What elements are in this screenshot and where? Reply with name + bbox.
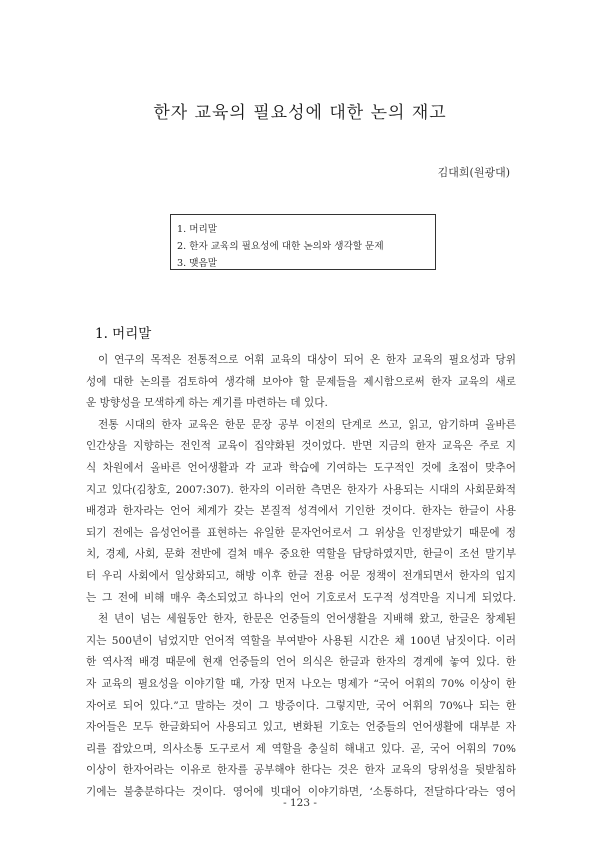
body-line: 기에는 불충분하다는 것이다. 영어에 빗대어 이야기하면, ‘소통하다, 전달하다’라는 영어 bbox=[86, 785, 516, 798]
body-line: 지고 있다(김창호, 2007:307). 한자의 이러한 측면은 한자가 사용되는 시대의 사회문화적 bbox=[86, 483, 516, 496]
body-line: 배경과 한자라는 언어 체계가 갖는 본질적 성격에서 기인한 것이다. 한자는 한글이 사용 bbox=[86, 505, 516, 518]
toc-item: 2. 한자 교육의 필요성에 대한 논의와 생각할 문제 bbox=[177, 241, 384, 252]
body-line: 전통 시대의 한자 교육은 한문 문장 공부 이전의 단계로 쓰고, 읽고, 암기하며 올바른 bbox=[98, 418, 516, 431]
body-line: 치, 경제, 사회, 문화 전반에 걸쳐 매우 중요한 역할을 담당하였지만, 한글이 조선 말기부 bbox=[86, 548, 516, 561]
toc-item: 3. 맺음말 bbox=[177, 258, 218, 269]
body-line: 이상이 한자어라는 이유로 한자를 공부해야 한다는 것은 한자 교육의 당위성을 뒷받침하 bbox=[86, 764, 516, 777]
body-line: 자어로 되어 있다.”고 말하는 것이 그 방증이다. 그렇지만, 국어 어휘의 70%나 되는 한 bbox=[86, 699, 516, 712]
author-affiliation: 김대희(원광대) bbox=[437, 166, 510, 179]
body-line: 리를 잡았으며, 의사소통 도구로서 제 역할을 충실히 해내고 있다. 곧, 국어 어휘의 70% bbox=[86, 742, 516, 755]
body-line: 운 방향성을 모색하게 하는 계기를 마련하는 데 있다. bbox=[86, 397, 328, 410]
table-of-contents bbox=[170, 214, 436, 270]
body-line: 한 역사적 배경 때문에 현재 언중들의 언어 의식은 한글과 한자의 경계에 놓여 있다. 한 bbox=[86, 656, 516, 669]
body-line: 인간상을 지향하는 전인적 교육이 집약화된 것이었다. 반면 지금의 한자 교육은 주로 지 bbox=[86, 440, 516, 453]
body-line: 식 차원에서 올바른 언어생활과 각 교과 학습에 기여하는 도구적인 것에 초점이 맞추어 bbox=[86, 461, 516, 474]
body-paragraphs bbox=[86, 350, 516, 803]
section-heading: 1. 머리말 bbox=[95, 326, 152, 342]
body-line: 천 년이 넘는 세월동안 한자, 한문은 언중들의 언어생활을 지배해 왔고, 한글은 창제된 bbox=[98, 613, 516, 626]
body-line: 자 교육의 필요성을 이야기할 때, 가장 먼저 나오는 명제가 “국어 어휘의 70% 이상이 한 bbox=[86, 677, 516, 690]
body-line: 는 그 전에 비해 매우 축소되었고 하나의 언어 기호로서 도구적 성격만을 지니게 되었다. bbox=[86, 591, 516, 604]
body-line: 자어들은 모두 한글화되어 사용되고 있고, 변화된 기호는 언중들의 언어생활에 대부분 자 bbox=[86, 721, 516, 734]
body-line: 터 우리 사회에서 일상화되고, 해방 이후 한글 전용 어문 정책이 전개되면서 한자의 입지 bbox=[86, 569, 516, 582]
body-line: 성에 대한 논의를 검토하여 생각해 보아야 할 문제들을 제시함으로써 한자 교육의 새로 bbox=[86, 375, 516, 388]
toc-item: 1. 머리말 bbox=[177, 224, 218, 235]
body-line: 이 연구의 목적은 전통적으로 어휘 교육의 대상이 되어 온 한자 교육의 필요성과 당위 bbox=[98, 354, 516, 366]
page-number: - 123 - bbox=[283, 797, 317, 809]
body-line: 지는 500년이 넘었지만 언어적 역할을 부여받아 사용된 시간은 채 100년 남짓이다. 이러 bbox=[86, 634, 516, 647]
paper-title: 한자 교육의 필요성에 대한 논의 재고 bbox=[153, 103, 447, 123]
body-line: 되기 전에는 음성언어를 표현하는 유일한 문자언어로서 그 위상을 인정받았기 때문에 정 bbox=[86, 526, 516, 539]
